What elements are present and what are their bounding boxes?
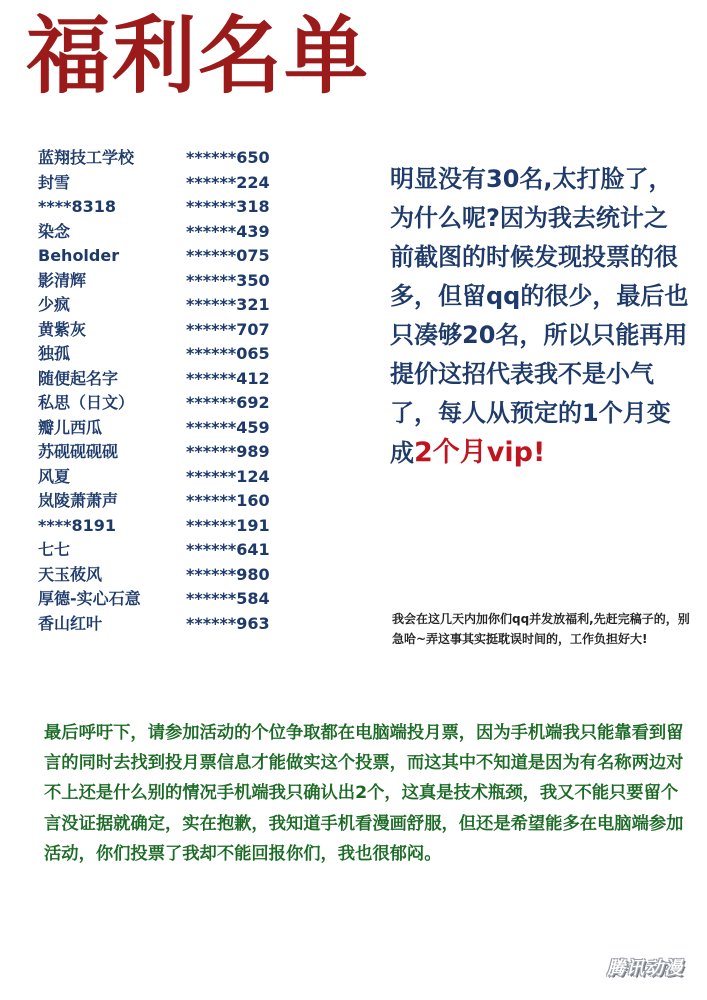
winner-qq: ******692 (186, 393, 270, 412)
winner-name: 风夏 (38, 466, 71, 486)
notice-highlight: 2个月vip! (414, 437, 546, 468)
list-item (38, 171, 308, 196)
winner-qq: ******191 (186, 515, 270, 535)
winner-qq: ******321 (186, 295, 270, 314)
list-item (38, 391, 308, 416)
winner-qq: ******160 (186, 491, 270, 510)
list-item (38, 514, 308, 539)
list-item (38, 220, 308, 245)
winner-qq: ******650 (186, 148, 270, 167)
list-item (38, 440, 308, 465)
winner-name: 私思（日文） (38, 393, 135, 412)
watermark-logo: 腾讯动漫 (607, 958, 683, 979)
winner-qq: ******318 (186, 197, 270, 216)
winner-name: Beholder (38, 246, 120, 265)
list-item (38, 195, 308, 220)
winner-name: 少疯 (38, 295, 71, 314)
list-item (38, 465, 308, 490)
side-note: 我会在这几天内加你们qq并发放福利,先赶完稿子的，别急哈~弄这事其实挺耽误时间的，工作负担好大! (392, 612, 690, 646)
list-item (38, 489, 308, 514)
winner-name: 染念 (38, 221, 71, 241)
winner-qq: ******989 (186, 442, 270, 461)
winner-qq: ******224 (186, 172, 270, 192)
list-item (38, 293, 308, 318)
list-item (38, 587, 308, 612)
list-item (38, 269, 308, 294)
winner-name: 七七 (38, 540, 71, 559)
winner-qq: ******584 (186, 589, 270, 608)
winner-name: 影清辉 (38, 270, 87, 290)
winner-name: 苏砚砚砚砚 (38, 442, 119, 461)
winner-name: ****8191 (38, 515, 116, 535)
list-item (38, 563, 308, 588)
winner-qq: ******065 (186, 344, 270, 363)
winner-name: 随便起名字 (38, 368, 119, 388)
winner-qq: ******707 (186, 319, 270, 339)
list-item (38, 342, 308, 367)
winner-name: 瓣儿西瓜 (38, 417, 103, 437)
list-item (38, 244, 308, 269)
notice-text (390, 160, 690, 473)
winner-qq: ******075 (186, 246, 270, 265)
notice-body: 明显没有30名,太打脸了，为什么呢?因为我去统计之前截图的时候发现投票的很多，但留qq的很少，最后也只凑够20名，所以只能再用提价这招代表我不是小气了，每人从预定的1个月变成 (390, 165, 689, 467)
winner-name: 封雪 (38, 172, 71, 192)
list-item (38, 367, 308, 392)
winner-qq: ******459 (186, 417, 270, 437)
winner-qq: ******641 (186, 540, 270, 559)
list-item (38, 612, 308, 637)
winner-qq: ******980 (186, 564, 270, 584)
page-title: 福利名单 (26, 7, 371, 105)
winner-qq: ******963 (186, 613, 270, 633)
winner-name: 独孤 (38, 344, 71, 363)
list-item (38, 538, 308, 563)
winner-qq: ******350 (186, 270, 270, 290)
winner-name: 岚陵萧萧声 (38, 491, 119, 510)
appeal-paragraph: 最后呼吁下，请参加活动的个位争取都在电脑端投月票，因为手机端我只能靠看到留言的同时去找到投月票信息才能做实这个投票，而这其中不知道是因为有名称两边对不上还是什么别的情况手机端我只确认出2个，这真是技术瓶颈，我又不能只要留个言没证据就确定，实在抱歉，我知道手机看漫画舒服，但还是希望能多在电脑端参加活动，你们投票了我却不能回报你们，我也很郁闷。 (44, 723, 684, 864)
winner-name: ****8318 (38, 197, 116, 216)
winner-list (38, 146, 308, 636)
winner-qq: ******412 (186, 368, 270, 388)
list-item (38, 146, 308, 171)
winner-name: 天玉莜风 (38, 564, 103, 584)
winner-name: 香山红叶 (38, 613, 103, 633)
winner-qq: ******124 (186, 466, 270, 486)
list-item (38, 416, 308, 441)
winner-name: 厚德-实心石意 (38, 589, 141, 608)
list-item (38, 318, 308, 343)
winner-name: 黄紫灰 (38, 319, 87, 339)
winner-name: 蓝翔技工学校 (38, 148, 135, 167)
winner-qq: ******439 (186, 221, 270, 241)
